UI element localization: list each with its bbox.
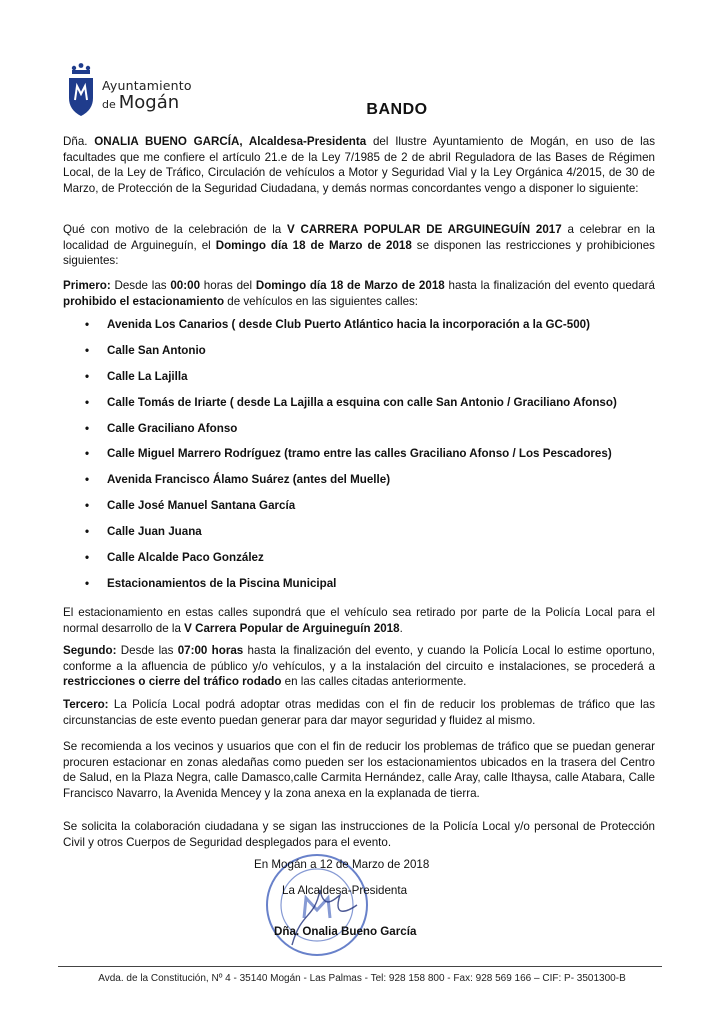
primero-label: Primero: [63,279,111,292]
primero-date: Domingo día 18 de Marzo de 2018 [255,279,445,292]
street-list [85,318,645,603]
bullet-icon: • [85,343,90,357]
segundo-text-2: hasta la finalización del evento, y cuando la Policía Local lo estime oportuno, conforme a la afluencia de público y/o vehículos, y a la instalación del circuito e instalaciones, se procederá a [63,644,656,673]
footer-divider [58,966,662,967]
primero-text-4: de vehículos en las siguientes calles: [224,294,419,308]
segundo-text-3: en las calles citadas anteriormente. [281,675,467,689]
tercero-label: Tercero: [63,698,109,711]
list-item [85,422,645,448]
street-name: Estacionamientos de la Piscina Municipal [107,576,337,590]
bullet-icon: • [85,499,90,513]
primero-text-3: hasta la finalización del evento quedará [444,279,655,292]
brand-name: Mogán [118,91,180,113]
list-item [85,370,645,396]
street-name: Calle La Lajilla [107,369,188,383]
street-name: Calle Miguel Marrero Rodríguez (tramo entre las calles Graciliano Afonso / Los Pescadores) [107,447,612,461]
retirada-text-1: El estacionamiento en estas calles supondrá que el vehículo sea retirado por parte de la Policía Local para el normal desarrollo de la [63,606,655,635]
primero-text-2: horas del [200,279,256,292]
list-item [85,396,645,422]
list-item [85,499,645,525]
bullet-icon: • [85,576,90,590]
list-item [85,447,645,473]
street-name: Avenida Francisco Álamo Suárez (antes del Muelle) [107,473,391,487]
tercero-paragraph [63,697,655,728]
motivo-event: V CARRERA POPULAR DE ARGUINEGUÍN 2017 [287,223,562,236]
list-item [85,551,645,577]
title-text: BANDO [366,101,428,118]
solicita-paragraph: Se solicita la colaboración ciudadana y se sigan las instrucciones de la Policía Local y/o personal de Protección Civil y otros Cuerpos de Seguridad desplegados para el evento. [63,820,655,849]
segundo-paragraph [63,643,655,690]
motivo-text-3: se disponen las restricciones y prohibiciones siguientes: [63,238,655,268]
primero-text-1: Desde las [110,279,171,292]
document-title [0,101,724,119]
retirada-event: V Carrera Popular de Arguineguín 2018 [184,621,400,635]
street-name: Calle San Antonio [107,343,206,357]
brand-line-ayuntamiento: Ayuntamiento [102,78,192,93]
bullet-icon: • [85,421,90,435]
street-name: Calle Graciliano Afonso [107,421,238,435]
segundo-time: 07:00 horas [177,644,244,657]
street-name: Calle Alcalde Paco González [107,551,264,565]
intro-name: ONALIA BUENO GARCÍA, Alcaldesa-Presidenta [94,135,367,148]
list-item [85,473,645,499]
list-item [85,344,645,370]
signature-role: La Alcaldesa-Presidenta [282,884,408,897]
motivo-text-1: Qué con motivo de la celebración de la [63,223,287,236]
motivo-text-2: a celebrar en la localidad de Arguineguín, el [63,223,655,252]
retirada-text-2: . [399,621,403,635]
street-name: Avenida Los Canarios ( desde Club Puerto Atlántico hacia la incorporación a la GC-500) [107,318,590,331]
primero-time: 00:00 [170,279,201,292]
list-item [85,318,645,344]
intro-lead: Dña. [63,135,95,148]
primero-paragraph [63,278,655,309]
segundo-label: Segundo: [63,644,117,657]
recomienda-paragraph: Se recomienda a los vecinos y usuarios que con el fin de reducir los problemas de tráfico que se puedan generar procuren estacionar en zonas aledañas como pueden ser los estacionamientos ubicados en la trasera del Centro de Salud, en la Plaza Negra, calle Damasco,calle Carmita Hernández, calle Aray, calle Ithaysa, calle Atabara, Calle Francisco Navarro, la Avenida Mencey y la zona anexa en la explanada de tierra. [63,740,655,800]
intro-paragraph [63,134,655,196]
street-name: Calle Juan Juana [107,525,202,539]
list-item [85,577,645,603]
tercero-text-1: La Policía Local podrá adoptar otras medidas con el fin de reducir los problemas de tráfico que las circunstancias de este evento puedan generar para dar mayor seguridad y fluidez al mismo. [63,698,655,727]
footer-address: Avda. de la Constitución, Nº 4 - 35140 Mogán - Las Palmas - Tel: 928 158 800 - Fax: 928 569 166 – CIF: P- 3501300-B [98,973,626,984]
signature-place-date: En Mogán a 12 de Marzo de 2018 [254,858,430,871]
motivo-paragraph [63,222,655,269]
street-name: Calle Tomás de Iriarte ( desde La Lajilla a esquina con calle San Antonio / Graciliano Afonso) [107,395,617,409]
bullet-icon: • [85,473,90,487]
list-item [85,525,645,551]
primero-prohibition: prohibido el estacionamiento [63,294,225,308]
bullet-icon: • [85,525,90,539]
segundo-text-1: Desde las [116,644,178,657]
retirada-paragraph [63,605,655,636]
intro-rest: del Ilustre Ayuntamiento de Mogán, en uso de las facultades que me confiere el artículo 21.e de la Ley 7/1985 de 2 de abril Reguladora de las Bases de Régimen Local, de la Ley de Tráfico, Circulación de vehículos a Motor y Seguridad Vial y la Ley Orgánica 4/2015, de 30 de Marzo, de Protección de la Seguridad Ciudadana, y demás normas concordantes vengo a disponer lo siguiente: [63,135,655,195]
bullet-icon: • [85,318,90,331]
bullet-icon: • [85,447,90,461]
segundo-restriction: restricciones o cierre del tráfico rodado [63,675,282,689]
street-name: Calle José Manuel Santana García [107,499,296,513]
bullet-icon: • [85,551,90,565]
bullet-icon: • [85,395,90,409]
bullet-icon: • [85,369,90,383]
brand-prefix: de [102,97,116,111]
signature-name: Dña. Onalia Bueno García [274,925,417,938]
motivo-date: Domingo día 18 de Marzo de 2018 [215,238,412,252]
